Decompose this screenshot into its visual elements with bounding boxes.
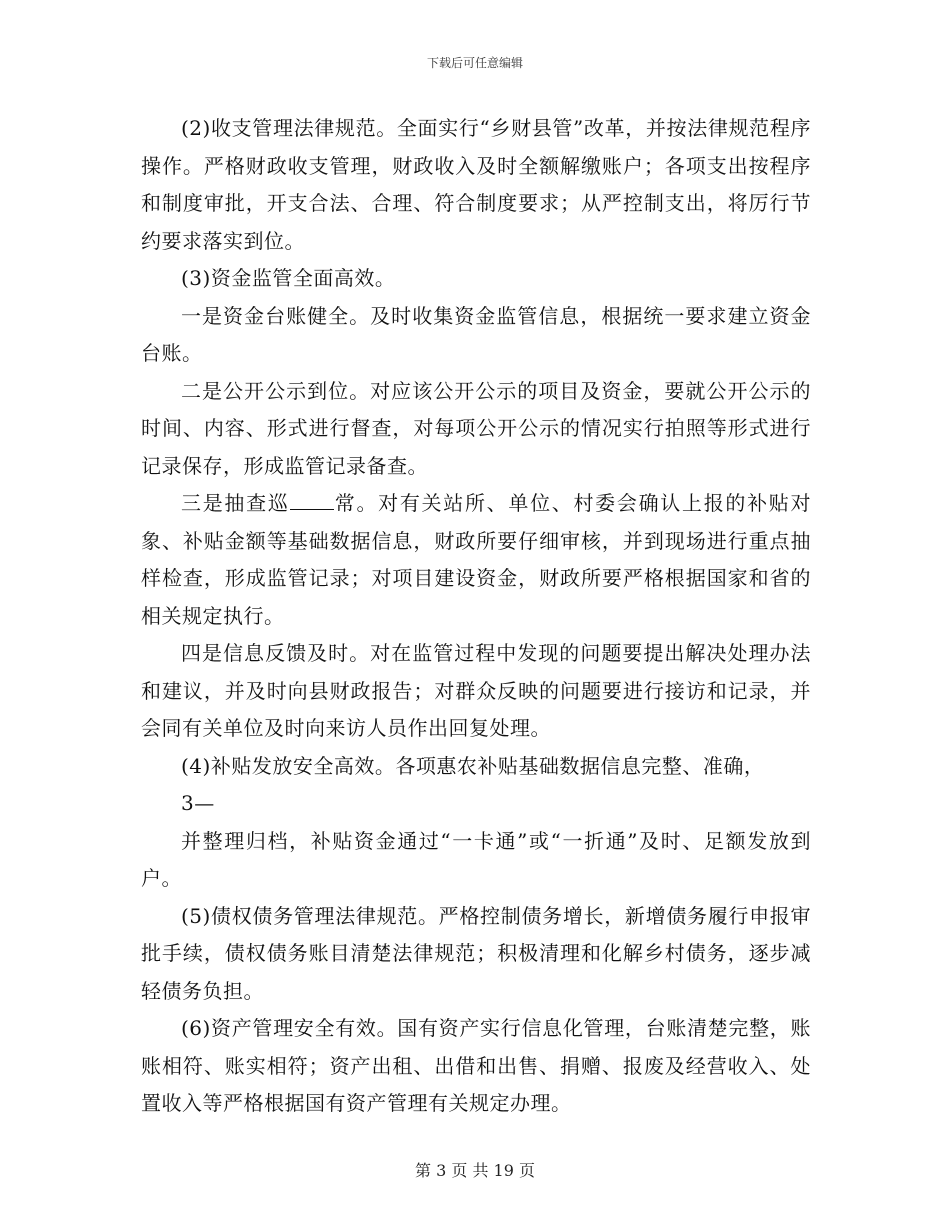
- page-header: 下载后可任意编辑: [426, 56, 523, 70]
- paragraph-ledger: 一是资金台账健全。及时收集资金监管信息，根据统一要求建立资金台账。: [141, 303, 811, 365]
- inline-page-mark: 3—: [181, 791, 215, 815]
- paragraph-inspection: [141, 485, 811, 635]
- document-body: [141, 110, 811, 1123]
- paragraph-debt: (5)债权债务管理法律规范。严格控制债务增长，新增债务履行申报审批手续，债权债务账目清楚法律规范；积极清理和化解乡村债务，逐步减轻债务负担。: [141, 903, 811, 1003]
- paragraph-subsidy-continued: 并整理归档，补贴资金通过“一卡通”或“一折通”及时、足额发放到户。: [141, 828, 811, 890]
- paragraph-income-expense: (2)收支管理法律规范。全面实行“乡财县管”改革，并按法律规范程序操作。严格财政收支管理，财政收入及时全额解缴账户；各项支出按程序和制度审批，开支合法、合理、符合制度要求；从严控制支出，将厉行节约要求落实到位。: [141, 116, 811, 253]
- paragraph-fund-supervision: (3)资金监管全面高效。: [181, 266, 396, 290]
- inspection-before-blank: 三是抽查巡: [181, 491, 290, 515]
- paragraph-feedback: 四是信息反馈及时。对在监管过程中发现的问题要提出解决处理办法和建议，并及时向县财政报告；对群众反映的问题要进行接访和记录，并会同有关单位及时向来访人员作出回复处理。: [141, 641, 811, 740]
- paragraph-subsidy: (4)补贴发放安全高效。各项惠农补贴基础数据信息完整、准确，: [181, 753, 765, 778]
- inspection-after-blank: 常。对有关站所、单位、村委会确认上报的补贴对象、补贴金额等基础数据信息，财政所要仔细审核，并到现场进行重点抽样检查，形成监管记录；对项目建设资金，财政所要严格根据国家和省的相关规定执行。: [141, 491, 812, 628]
- paragraph-assets: (6)资产管理安全有效。国有资产实行信息化管理，台账清楚完整，账账相符、账实相符；资产出租、出借和出售、捐赠、报废及经营收入、处置收入等严格根据国有资产管理有关规定办理。: [141, 1016, 811, 1115]
- paragraph-publicity: 二是公开公示到位。对应该公开公示的项目及资金，要就公开公示的时间、内容、形式进行督查，对每项公开公示的情况实行拍照等形式进行记录保存，形成监管记录备查。: [141, 378, 811, 478]
- fill-in-blank: [290, 491, 334, 510]
- page-footer: 第 3 页 共 19 页: [415, 1161, 535, 1180]
